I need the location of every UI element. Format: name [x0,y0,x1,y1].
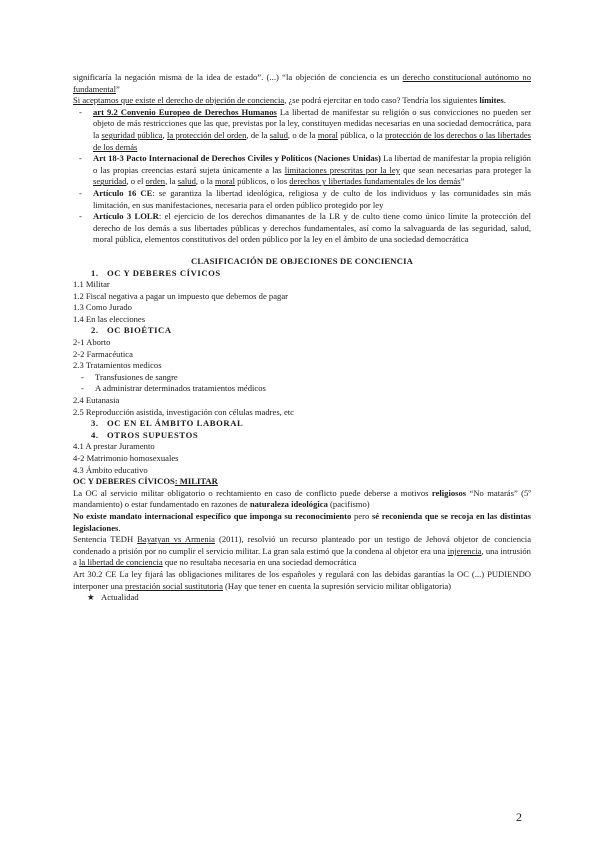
limit-text: , o de la [287,129,318,140]
limit-text: pública, o la [337,129,386,140]
paragraph-text: (Hay que tener en cuenta la supresión servicio militar obligatoria) [222,580,452,591]
classification-title: CLASIFICACIÓN DE OBJECIONES DE CONCIENCIA [190,255,414,266]
sublist-item: - A administrar determinados tratamientos médicos [95,383,531,395]
paragraph-bold: naturaleza ideológica [249,499,328,510]
limit-text: que sean necesarias para proteger la [400,164,531,175]
paragraph-text: La OC al servicio militar obligatorio o rechtamiento en caso de conflicto puede deberse a motivos [73,487,432,498]
limit-heading: Artículo 3 LOLR [93,211,159,222]
limit-underlined: derechos y libertades fundamentales de los demás [289,176,461,187]
list-item: 1.1 Militar [73,279,110,290]
limit-underlined: seguridad [93,176,127,187]
paragraph-text: (2011), resolvió un recurso planteado por un testigo de Jehová objetor de conciencia condenado a prisión por no cumplir el servicio militar. La gran sala estimó que la condena al objetor era una [73,534,532,556]
paragraph-text: (pacifismo) [327,499,370,510]
militar-paragraph-3 [73,534,531,569]
paragraph-text: pero [351,510,372,521]
paragraph-text: . [118,522,121,533]
list-item: 2.5 Reproducción asistida, investigación con células madres, etc [73,406,294,417]
list-item: 4.1 A prestar Juramento [73,441,155,452]
section-heading-3 [73,418,531,430]
sublist-item: - Transfusiones de sangre [95,372,531,384]
section-title: OC BIOÉTICA [107,325,172,336]
paragraph-underlined: Bayatyan vs Armenia [137,534,215,545]
militar-paragraph-1 [73,488,531,511]
militar-paragraph-4 [73,569,531,592]
intro-paragraph [73,72,531,95]
limit-heading: Artículo 16 CE [93,187,153,198]
list-item: 1.4 En las elecciones [73,313,146,324]
intro-underlined: derecho constitucional autónomo no fundamental [73,72,531,94]
list-item: 4-2 Matrimonio homosexuales [73,453,179,463]
page-content [73,72,531,604]
paragraph-underlined: la libertad de conciencia [78,557,163,568]
limit-underlined: protección de los derechos o las libertades de los demás [93,129,532,152]
question-text: , ¿se podrá ejercitar en todo caso? Tendría los siguientes [284,95,480,106]
star-item-label: Actualidad [101,592,139,603]
section-number: 1. [91,267,99,278]
limit-text: La libertad de manifestar la propia religión o las propias creencias estará sujeta únicamente a las [93,153,531,175]
list-item: 1.2 Fiscal negativa a pagar un impuesto que debemos de pagar [73,290,289,301]
star-icon: ★ [87,592,95,603]
limit-underlined: salud [177,176,196,187]
intro-text: significaría la negación misma de la idea de estado”. (...) “la objeción de conciencia es un [73,72,403,82]
limit-underlined: moral [317,129,338,140]
limit-text: , o la [195,176,215,187]
limit-underlined: salud [269,129,288,140]
question-bold: límites [479,95,504,106]
page-number: 2 [516,810,522,824]
question-end: . [503,95,506,106]
section-number: 3. [91,418,99,429]
militar-paragraph-2 [73,511,531,534]
treatments-sublist [73,372,531,395]
limit-text: La libertad de manifestar su religión o sus convicciones no pueden ser objeto de más restricciones que las que, previstas por la ley, constituyen medidas necesarias en una sociedad democrática, para la [93,106,532,140]
section-number: 4. [91,429,99,440]
paragraph-text: Sentencia TEDH [73,534,138,545]
paragraph-bold: religiosos [431,487,467,498]
list-item: 1.3 Como Jurado [73,302,132,313]
section-heading-4 [73,430,531,442]
paragraph-text: “No matarás” (5º mandamiento) o estar fundamentado en razones de [73,487,532,510]
paragraph-bold: No existe mandato internacional específico que imponga su reconocimiento [73,510,352,521]
militar-heading-sub: : MILITAR [174,476,218,487]
militar-heading [73,476,531,488]
limit-item-lolr [93,211,531,246]
list-item: 2.4 Eutanasia [73,395,120,406]
paragraph-text: que no resultaba necesaria en una sociedad democrática [162,557,357,568]
paragraph-underlined: prestación social sustitutoria [125,580,223,591]
militar-heading-main: OC Y DEBERES CÍVICOS [73,476,175,487]
section-heading-1 [73,268,531,280]
paragraph-text: Art 30.2 CE La ley fijará las obligaciones militares de los españoles y regulará con las debidas garantías la OC (...) PUDIENDO interponer una [73,568,531,591]
limit-underlined: orden [145,176,166,187]
limit-text: : el ejercicio de los derechos dimanantes de la LR y de culto tiene como único límite la protección del derecho de los demás a sus libertades públicas y derechos fundamentales, así como la salvaguarda de las seguridad, salud, moral pública, elementos constitutivos del orden público por la ley en el ámbito de una sociedad democrática [93,211,531,245]
section-title: OC Y DEBERES CÍVICOS [107,267,221,278]
list-item: 2-1 Aborto [73,337,111,348]
section-number: 2. [91,325,99,336]
limits-list [73,107,531,246]
limit-text: : se garantiza la libertad ideológica, religiosa y de culto de los individuos y las comunidades sin más limitación, en sus manifestaciones, necesaria para el orden público protegido por ley [93,187,531,210]
paragraph-text: , una intrusión a [73,545,531,568]
limit-text: , [162,129,167,140]
paragraph-bold: sé reconienda que se recoja en las distintas legislaciones [73,510,531,533]
limit-item-cedh [93,107,531,153]
limit-item-ce16 [93,188,531,211]
limit-item-pidcp [93,153,531,188]
limit-underlined: seguridad pública [101,129,163,140]
limit-underlined: moral [214,176,236,187]
list-item: 2-2 Farmacéutica [73,348,133,359]
limit-underlined: limitaciones prescritas por la ley [284,164,401,175]
section-heading-2 [73,325,531,337]
list-item: 4.3 Ámbito educativo [73,464,148,475]
limit-text: , de la [246,129,270,140]
list-item: 2.3 Tratamientos medicos [73,360,162,371]
limit-text: , o el [126,176,146,187]
section-title: OC EN EL ÁMBITO LABORAL [107,418,244,429]
section-title: OTROS SUPUESTOS [107,429,199,440]
star-list-item [73,592,531,604]
limits-question [73,95,531,107]
question-underlined: Si aceptamos que existe el derecho de objeción de conciencia [73,95,285,106]
limit-heading: Art 18-3 Pacto Internacional de Derechos Civiles y Políticos (Naciones Unidas) [93,153,381,164]
limit-text: ” [460,176,465,187]
limit-text: públicos, o los [235,176,290,187]
limit-text: , la [165,176,178,187]
limit-heading: art 9.2 Convenio Europeo de Derechos Humanos [93,106,277,117]
paragraph-underlined: injerencia [447,545,482,556]
intro-quote-end: ” [115,83,120,94]
limit-underlined: la protección del orden [166,129,247,140]
